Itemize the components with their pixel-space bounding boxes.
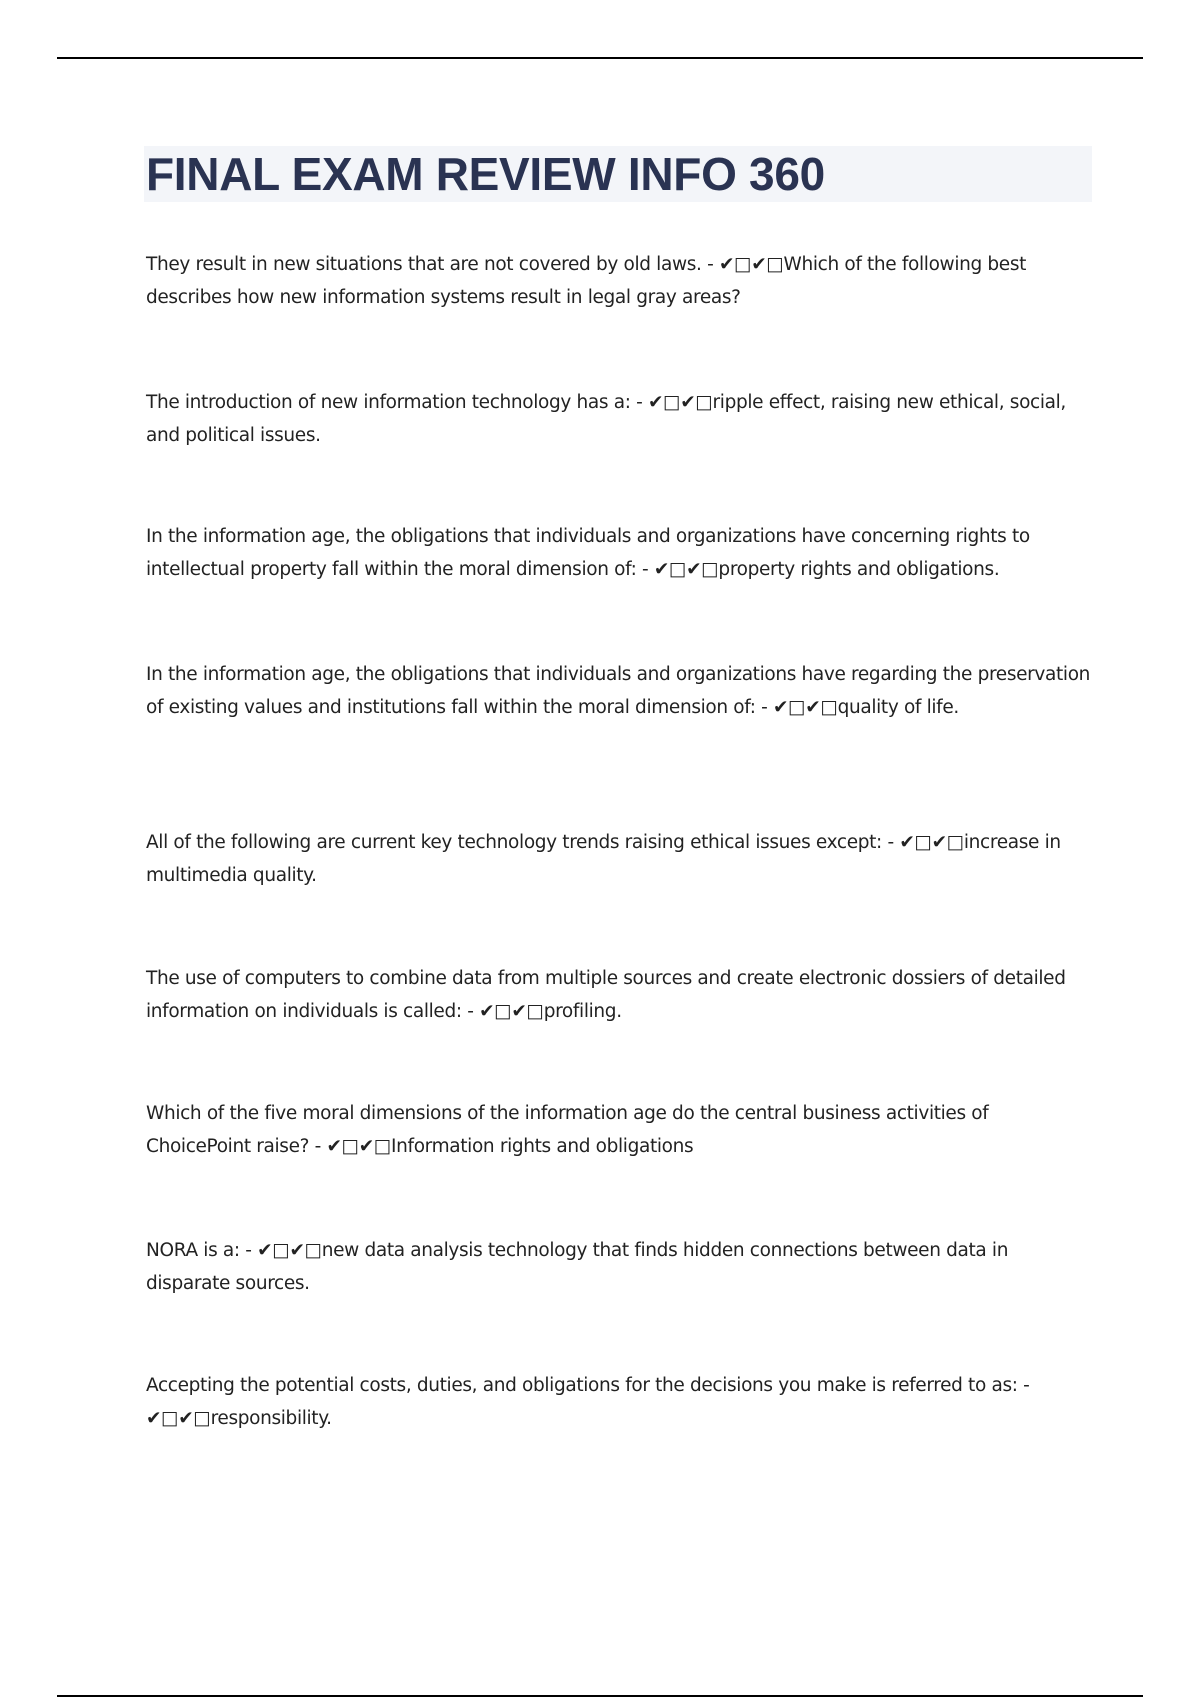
checkmark-icon: ✔□✔□ xyxy=(899,832,964,853)
checkmark-icon: ✔□✔□ xyxy=(146,1408,211,1429)
answer-text: responsibility. xyxy=(210,1408,332,1429)
question-text: Which of the five moral dimensions of the information age do the central business activities of ChoicePoint raise? xyxy=(146,1103,989,1157)
qa-item-3 xyxy=(146,520,1096,586)
question-text: In the information age, the obligations that individuals and organizations have regarding the preservation of existing values and institutions fall within the moral dimension of: xyxy=(146,664,1091,718)
qa-item-7 xyxy=(146,1097,1096,1163)
separator: - xyxy=(881,832,900,853)
question-text: The use of computers to combine data from multiple sources and create electronic dossiers of detailed information on individuals is called: xyxy=(146,968,1066,1022)
question-text: The introduction of new information technology has a: xyxy=(146,392,631,413)
question-text: All of the following are current key technology trends raising ethical issues except: xyxy=(146,832,882,853)
question-text: They result in new situations that are not covered by old laws. xyxy=(146,254,702,275)
bottom-rule xyxy=(57,1695,1143,1697)
question-text: Accepting the potential costs, duties, and obligations for the decisions you make is referred to as: xyxy=(146,1375,1018,1396)
separator: - xyxy=(461,1001,480,1022)
checkmark-icon: ✔□✔□ xyxy=(479,1001,544,1022)
separator: - xyxy=(630,392,648,413)
answer-text: profiling. xyxy=(543,1001,622,1022)
qa-item-8 xyxy=(146,1234,1096,1300)
separator: - xyxy=(1017,1375,1030,1396)
separator: - xyxy=(309,1136,327,1157)
checkmark-icon: ✔□✔□ xyxy=(718,254,784,275)
page-title: FINAL EXAM REVIEW INFO 360 xyxy=(146,148,825,200)
answer-text: property rights and obligations. xyxy=(718,559,1000,580)
qa-item-6 xyxy=(146,962,1096,1028)
separator: - xyxy=(701,254,719,275)
answer-text: Which of the following best describes how new information systems result in legal gray areas? xyxy=(146,254,1027,308)
checkmark-icon: ✔□✔□ xyxy=(257,1240,322,1261)
checkmark-icon: ✔□✔□ xyxy=(653,559,719,580)
answer-text: ripple effect, raising new ethical, social, and political issues. xyxy=(146,392,1066,446)
qa-item-5 xyxy=(146,826,1096,892)
separator: - xyxy=(239,1240,258,1261)
qa-item-4 xyxy=(146,658,1096,724)
question-text: In the information age, the obligations that individuals and organizations have concerning rights to intellectual property fall within the moral dimension of: xyxy=(146,526,1030,580)
separator: - xyxy=(636,559,654,580)
checkmark-icon: ✔□✔□ xyxy=(647,392,713,413)
qa-item-1 xyxy=(146,248,1096,314)
separator: - xyxy=(755,697,774,718)
checkmark-icon: ✔□✔□ xyxy=(773,697,838,718)
checkmark-icon: ✔□✔□ xyxy=(326,1136,392,1157)
question-text: NORA is a: xyxy=(146,1240,240,1261)
qa-item-9 xyxy=(146,1369,1096,1435)
answer-text: increase in multimedia quality. xyxy=(146,832,1061,886)
qa-item-2 xyxy=(146,386,1096,452)
answer-text: Information rights and obligations xyxy=(391,1136,694,1157)
top-rule xyxy=(57,57,1143,59)
answer-text: new data analysis technology that finds hidden connections between data in disparate sources. xyxy=(146,1240,1009,1294)
answer-text: quality of life. xyxy=(837,697,959,718)
